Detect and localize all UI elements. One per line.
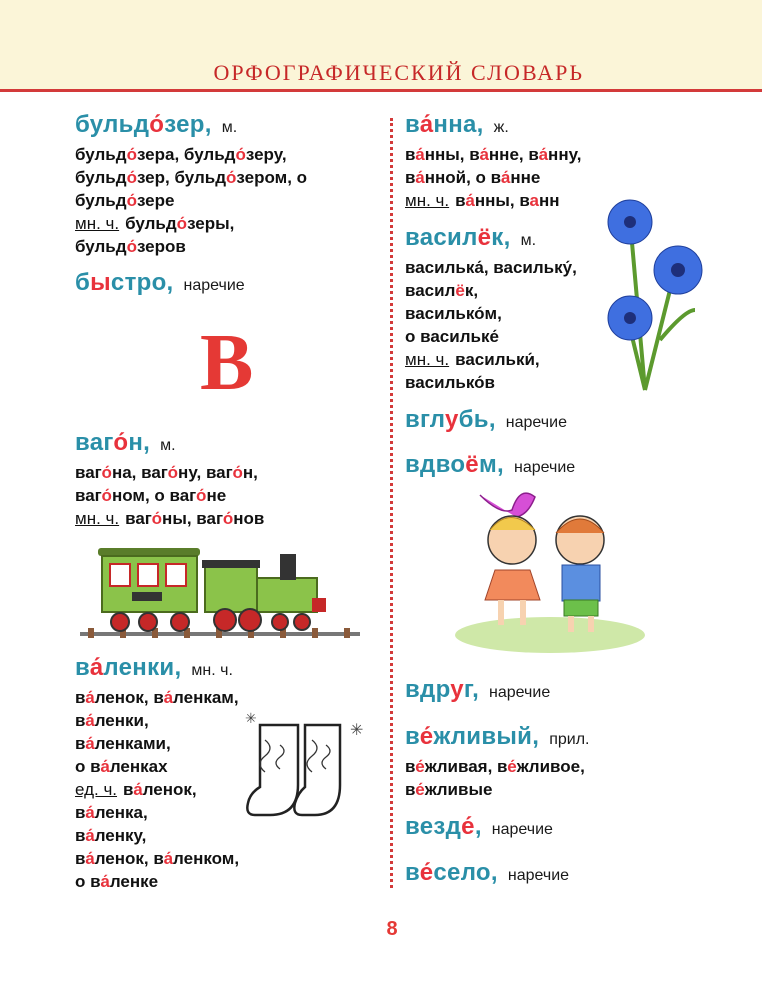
word-form-line: ве́жливая, ве́жливое, — [405, 757, 585, 776]
page-title: ОРФОГРАФИЧЕСКИЙ СЛОВАРЬ — [213, 60, 584, 85]
entry-valenki — [75, 653, 239, 893]
word-form-line: васильком, — [405, 304, 502, 323]
word-form-line: ва́ленок, ва́ленкам, — [75, 688, 239, 707]
headword: ва́нна, — [405, 111, 484, 138]
headword: ве́жливый, — [405, 723, 540, 750]
page-number: 8 — [386, 918, 398, 940]
grammar-tag: наречие — [505, 414, 567, 431]
entry-vezde — [405, 812, 553, 845]
grammar-tag: прил. — [549, 731, 590, 748]
section-letter: В — [200, 319, 254, 407]
grammar-tag: м. — [160, 437, 176, 454]
word-forms — [405, 256, 577, 394]
headword: вглубь, — [405, 406, 496, 433]
word-form-line: о ва́ленке — [75, 872, 159, 891]
entry-vezhlivy — [405, 722, 589, 801]
word-form-line: ва́ленками, — [75, 734, 171, 753]
word-form-line: мн. ч. ва́нны, ванн — [405, 191, 560, 210]
grammar-tag: наречие — [491, 821, 553, 838]
word-form-line: мн. ч. ваго́ны, ваго́нов — [75, 509, 265, 528]
grammar-tag: ж. — [493, 119, 509, 136]
word-form-line: ваго́ном, о ваго́не — [75, 486, 227, 505]
headword: быстро, — [75, 269, 174, 296]
word-form-line: мн. ч. васильки, — [405, 350, 540, 369]
headword: ва́ленки, — [75, 654, 182, 681]
headword: везде́, — [405, 813, 482, 840]
felt-boots-illustration — [240, 710, 370, 825]
word-form-line: василёк, — [405, 281, 479, 300]
word-form-line: василька, васильку, — [405, 258, 577, 277]
word-forms — [405, 755, 589, 801]
svg-text:✳: ✳ — [350, 722, 364, 739]
word-form-line: ва́ленку, — [75, 826, 147, 845]
grammar-tag: наречие — [507, 867, 570, 884]
word-forms — [75, 686, 239, 893]
grammar-tag: мн. ч. — [191, 662, 233, 679]
word-form-line: ва́нной, о ва́нне — [405, 168, 541, 187]
entry-vglub — [405, 405, 567, 438]
svg-text:✳: ✳ — [245, 710, 257, 726]
train-illustration — [80, 540, 360, 645]
word-form-line: о васильке — [405, 327, 499, 346]
word-form-line: ве́жливые — [405, 780, 493, 799]
word-form-line: васильков — [405, 373, 495, 392]
grammar-tag: м. — [520, 232, 537, 249]
grammar-tag: наречие — [183, 277, 245, 294]
headword: ваго́н, — [75, 429, 151, 456]
entry-buldozer — [75, 110, 307, 258]
page-header — [0, 0, 762, 92]
word-form-line: ва́ленка, — [75, 803, 148, 822]
word-form-line: мн. ч. бульдо́зеры, — [75, 214, 235, 233]
word-form-line: бульдо́зера, бульдо́зеру, — [75, 145, 287, 164]
headword: бульдо́зер, — [75, 111, 212, 138]
word-form-line: ваго́на, ваго́ну, ваго́н, — [75, 463, 258, 482]
grammar-tag: наречие — [489, 684, 551, 701]
entry-vdrug — [405, 675, 550, 708]
word-forms — [75, 461, 264, 530]
word-form-line: бульдо́зере — [75, 191, 175, 210]
word-form-line: о ва́ленках — [75, 757, 168, 776]
headword: вдвоём, — [405, 451, 504, 478]
word-form-line: бульдо́зер, бульдо́зером, о — [75, 168, 308, 187]
entry-vanna — [405, 110, 581, 212]
word-forms — [405, 143, 581, 212]
entry-vagon — [75, 428, 264, 530]
entry-vdvoyom — [405, 450, 575, 483]
headword: ве́село, — [405, 859, 498, 886]
word-form-line: ва́ленок, ва́ленком, — [75, 849, 240, 868]
boy-and-girl-illustration — [450, 485, 650, 655]
column-divider — [390, 118, 393, 888]
cornflower-illustration — [600, 190, 710, 405]
headword: вдруг, — [405, 676, 480, 703]
entry-veselo — [405, 858, 569, 891]
entry-vasilek — [405, 223, 577, 394]
word-forms — [75, 143, 307, 258]
word-form-line: ва́ленки, — [75, 711, 149, 730]
grammar-tag: наречие — [513, 459, 576, 476]
word-form-line: ва́нны, ва́нне, ва́нну, — [405, 145, 582, 164]
word-form-line: ед. ч. ва́ленок, — [75, 780, 197, 799]
grammar-tag: м. — [221, 119, 238, 136]
word-form-line: бульдо́зеров — [75, 237, 186, 256]
headword: василёк, — [405, 224, 511, 251]
entry-bystro — [75, 268, 245, 301]
